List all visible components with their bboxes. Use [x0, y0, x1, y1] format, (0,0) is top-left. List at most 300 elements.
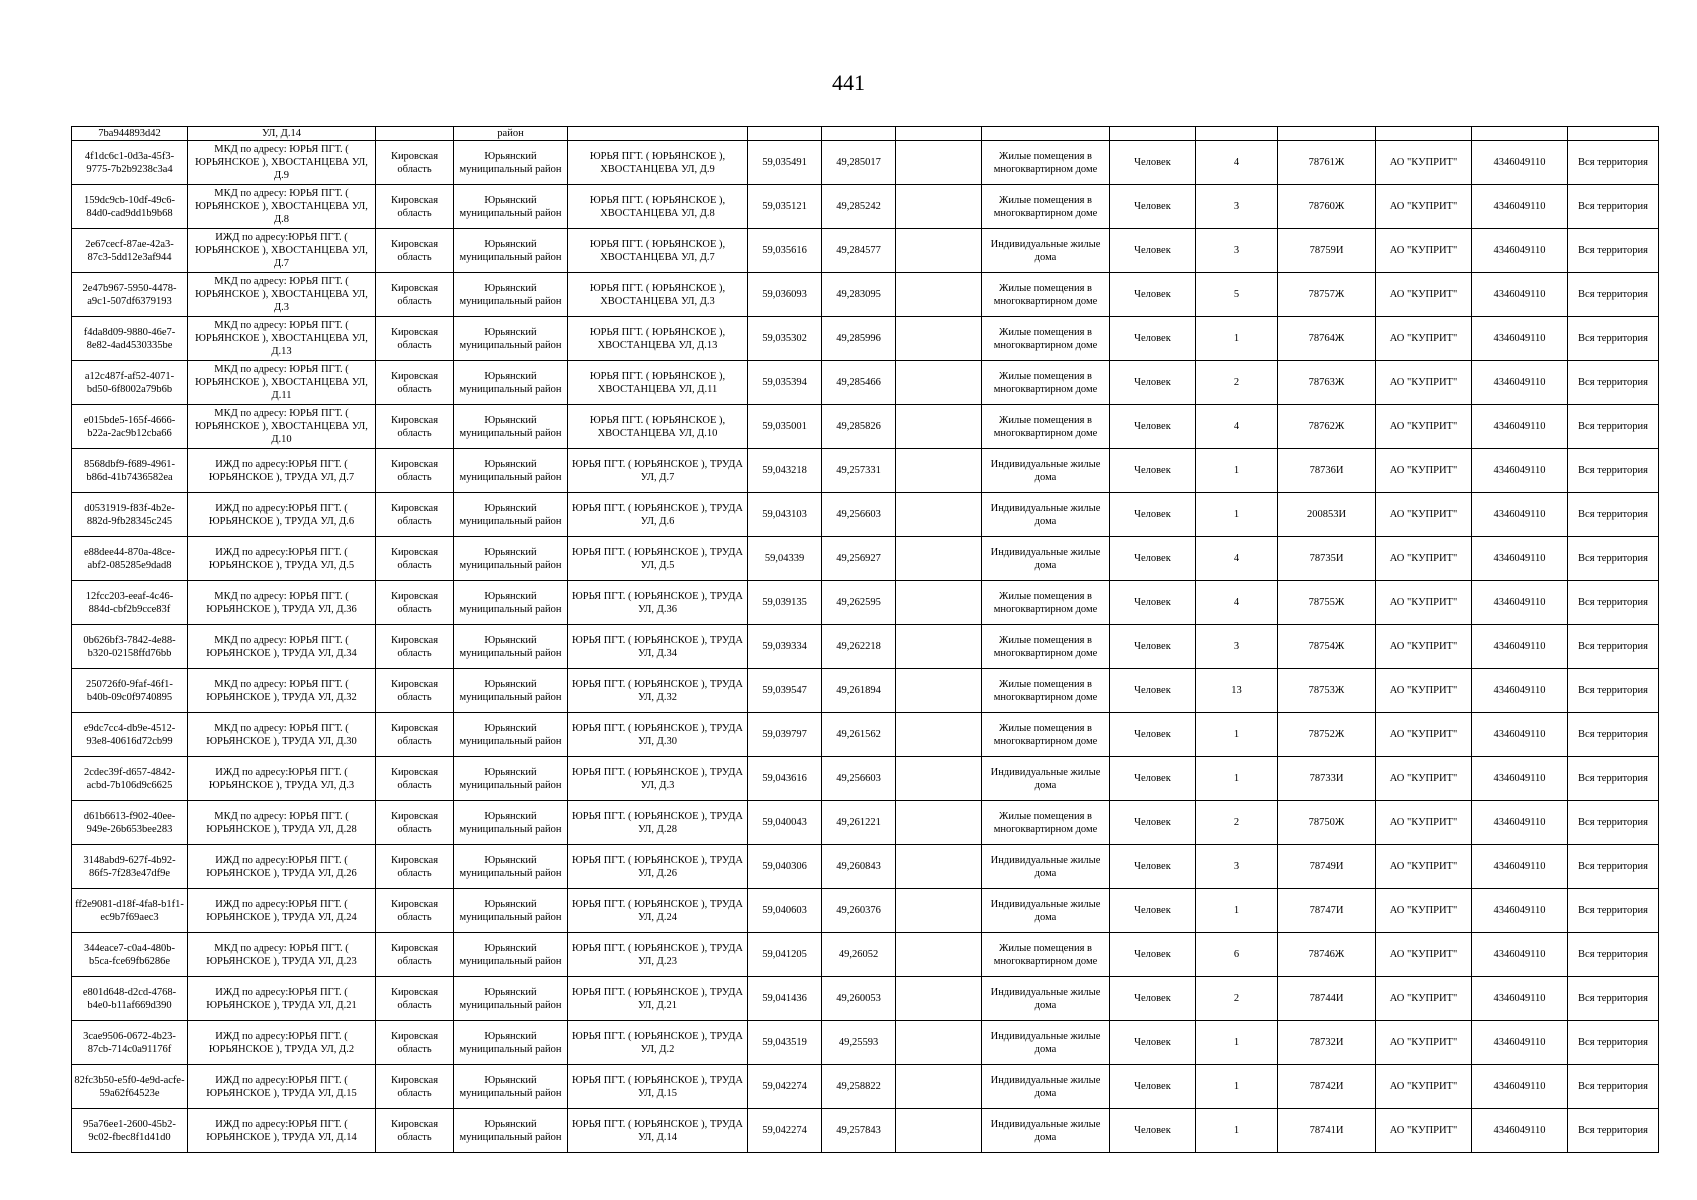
cell-extra: [896, 449, 982, 493]
table-row: [72, 1109, 1659, 1153]
cell-extra: [896, 361, 982, 405]
cell-operator: АО "КУПРИТ": [1376, 669, 1472, 713]
cell-unit: Человек: [1110, 229, 1196, 273]
cell-id: e801d648-d2cd-4768-b4e0-b11af669d390: [72, 977, 188, 1021]
cell-id: 3148abd9-627f-4b92-86f5-7f283e47df9e: [72, 845, 188, 889]
cell-lon: 49,257843: [822, 1109, 896, 1153]
cell-object: ИЖД по адресу:ЮРЬЯ ПГТ. ( ЮРЬЯНСКОЕ ), ТРУДА УЛ, Д.7: [188, 449, 376, 493]
cell-area: Вся территория: [1568, 713, 1659, 757]
cell-unit: Человек: [1110, 1021, 1196, 1065]
table-row: [72, 977, 1659, 1021]
cell-inn: 4346049110: [1472, 977, 1568, 1021]
cell-type: Жилые помещения в многоквартирном доме: [982, 801, 1110, 845]
cell-count: 4: [1196, 141, 1278, 185]
cell-extra: [896, 1065, 982, 1109]
cell-object: ИЖД по адресу:ЮРЬЯ ПГТ. ( ЮРЬЯНСКОЕ ), ТРУДА УЛ, Д.2: [188, 1021, 376, 1065]
cell-inn: 4346049110: [1472, 625, 1568, 669]
cell-unit: Человек: [1110, 713, 1196, 757]
cell-operator: АО "КУПРИТ": [1376, 581, 1472, 625]
cell-object: МКД по адресу: ЮРЬЯ ПГТ. ( ЮРЬЯНСКОЕ ), ТРУДА УЛ, Д.28: [188, 801, 376, 845]
cell-type: Жилые помещения в многоквартирном доме: [982, 669, 1110, 713]
cell-area: Вся территория: [1568, 141, 1659, 185]
cell-count: 2: [1196, 361, 1278, 405]
cell-region: Кировская область: [376, 449, 454, 493]
cell-id: 7ba944893d42: [72, 127, 188, 141]
cell-district: Юрьянский муниципальный район: [454, 801, 568, 845]
cell-object: МКД по адресу: ЮРЬЯ ПГТ. ( ЮРЬЯНСКОЕ ), ТРУДА УЛ, Д.30: [188, 713, 376, 757]
table-row: [72, 229, 1659, 273]
cell-extra: [896, 757, 982, 801]
cell-district: Юрьянский муниципальный район: [454, 273, 568, 317]
cell-extra: [896, 845, 982, 889]
cell-inn: 4346049110: [1472, 713, 1568, 757]
cell-operator: АО "КУПРИТ": [1376, 185, 1472, 229]
cell-object: МКД по адресу: ЮРЬЯ ПГТ. ( ЮРЬЯНСКОЕ ), ХВОСТАНЦЕВА УЛ, Д.11: [188, 361, 376, 405]
cell-lon: 49,261562: [822, 713, 896, 757]
cell-code: 78755Ж: [1278, 581, 1376, 625]
table-row: [72, 581, 1659, 625]
cell-id: 2cdec39f-d657-4842-acbd-7b106d9c6625: [72, 757, 188, 801]
cell-operator: АО "КУПРИТ": [1376, 141, 1472, 185]
cell-type: Жилые помещения в многоквартирном доме: [982, 581, 1110, 625]
cell-region: Кировская область: [376, 933, 454, 977]
cell-id: 0b626bf3-7842-4e88-b320-02158ffd76bb: [72, 625, 188, 669]
cell-region: Кировская область: [376, 581, 454, 625]
cell-type: [982, 127, 1110, 141]
cell-id: d0531919-f83f-4b2e-882d-9fb28345c245: [72, 493, 188, 537]
cell-lat: 59,042274: [748, 1065, 822, 1109]
cell-area: Вся территория: [1568, 845, 1659, 889]
cell-id: 3cae9506-0672-4b23-87cb-714c0a91176f: [72, 1021, 188, 1065]
cell-type: Жилые помещения в многоквартирном доме: [982, 625, 1110, 669]
cell-unit: Человек: [1110, 669, 1196, 713]
cell-inn: 4346049110: [1472, 185, 1568, 229]
cell-address: ЮРЬЯ ПГТ. ( ЮРЬЯНСКОЕ ), ТРУДА УЛ, Д.5: [568, 537, 748, 581]
cell-inn: 4346049110: [1472, 273, 1568, 317]
cell-area: Вся территория: [1568, 889, 1659, 933]
cell-object: ИЖД по адресу:ЮРЬЯ ПГТ. ( ЮРЬЯНСКОЕ ), ТРУДА УЛ, Д.14: [188, 1109, 376, 1153]
cell-unit: Человек: [1110, 757, 1196, 801]
cell-lon: 49,285826: [822, 405, 896, 449]
cell-count: 6: [1196, 933, 1278, 977]
cell-type: Жилые помещения в многоквартирном доме: [982, 185, 1110, 229]
cell-code: 78752Ж: [1278, 713, 1376, 757]
cell-lat: 59,043616: [748, 757, 822, 801]
cell-lat: 59,035616: [748, 229, 822, 273]
cell-id: d61b6613-f902-40ee-949e-26b653bee283: [72, 801, 188, 845]
cell-region: Кировская область: [376, 273, 454, 317]
table-row: [72, 625, 1659, 669]
cell-inn: 4346049110: [1472, 493, 1568, 537]
cell-operator: АО "КУПРИТ": [1376, 889, 1472, 933]
cell-area: Вся территория: [1568, 1065, 1659, 1109]
table-row: [72, 185, 1659, 229]
cell-unit: Человек: [1110, 361, 1196, 405]
cell-operator: АО "КУПРИТ": [1376, 449, 1472, 493]
cell-inn: 4346049110: [1472, 405, 1568, 449]
cell-lon: 49,262595: [822, 581, 896, 625]
cell-extra: [896, 581, 982, 625]
table-row: [72, 933, 1659, 977]
cell-district: Юрьянский муниципальный район: [454, 977, 568, 1021]
cell-region: Кировская область: [376, 1021, 454, 1065]
cell-region: Кировская область: [376, 801, 454, 845]
cell-lon: 49,285017: [822, 141, 896, 185]
cell-count: 1: [1196, 449, 1278, 493]
cell-count: 5: [1196, 273, 1278, 317]
cell-unit: Человек: [1110, 625, 1196, 669]
cell-region: Кировская область: [376, 977, 454, 1021]
cell-operator: АО "КУПРИТ": [1376, 361, 1472, 405]
cell-id: e9dc7cc4-db9e-4512-93e8-40616d72cb99: [72, 713, 188, 757]
table-row: [72, 361, 1659, 405]
cell-object: ИЖД по адресу:ЮРЬЯ ПГТ. ( ЮРЬЯНСКОЕ ), ТРУДА УЛ, Д.6: [188, 493, 376, 537]
cell-district: Юрьянский муниципальный район: [454, 229, 568, 273]
cell-object: ИЖД по адресу:ЮРЬЯ ПГТ. ( ЮРЬЯНСКОЕ ), ТРУДА УЛ, Д.24: [188, 889, 376, 933]
cell-lon: 49,261221: [822, 801, 896, 845]
cell-count: 1: [1196, 757, 1278, 801]
cell-code: 78733И: [1278, 757, 1376, 801]
cell-extra: [896, 405, 982, 449]
cell-unit: Человек: [1110, 537, 1196, 581]
cell-count: 1: [1196, 1021, 1278, 1065]
cell-object: ИЖД по адресу:ЮРЬЯ ПГТ. ( ЮРЬЯНСКОЕ ), ТРУДА УЛ, Д.21: [188, 977, 376, 1021]
cell-type: Индивидуальные жилые дома: [982, 1021, 1110, 1065]
cell-lon: 49,258822: [822, 1065, 896, 1109]
cell-type: Жилые помещения в многоквартирном доме: [982, 713, 1110, 757]
cell-area: Вся территория: [1568, 1021, 1659, 1065]
cell-object: МКД по адресу: ЮРЬЯ ПГТ. ( ЮРЬЯНСКОЕ ), ТРУДА УЛ, Д.36: [188, 581, 376, 625]
cell-address: [568, 127, 748, 141]
cell-extra: [896, 273, 982, 317]
cell-code: 78749И: [1278, 845, 1376, 889]
cell-district: Юрьянский муниципальный район: [454, 537, 568, 581]
table-row: [72, 273, 1659, 317]
cell-inn: 4346049110: [1472, 449, 1568, 493]
cell-inn: 4346049110: [1472, 889, 1568, 933]
cell-inn: 4346049110: [1472, 1021, 1568, 1065]
cell-district: Юрьянский муниципальный район: [454, 933, 568, 977]
cell-operator: АО "КУПРИТ": [1376, 537, 1472, 581]
cell-operator: АО "КУПРИТ": [1376, 1021, 1472, 1065]
cell-address: ЮРЬЯ ПГТ. ( ЮРЬЯНСКОЕ ), ТРУДА УЛ, Д.23: [568, 933, 748, 977]
cell-count: [1196, 127, 1278, 141]
cell-extra: [896, 127, 982, 141]
cell-address: ЮРЬЯ ПГТ. ( ЮРЬЯНСКОЕ ), ТРУДА УЛ, Д.32: [568, 669, 748, 713]
cell-lat: 59,041436: [748, 977, 822, 1021]
cell-district: Юрьянский муниципальный район: [454, 713, 568, 757]
cell-lon: 49,262218: [822, 625, 896, 669]
cell-extra: [896, 625, 982, 669]
cell-area: Вся территория: [1568, 317, 1659, 361]
cell-type: Индивидуальные жилые дома: [982, 493, 1110, 537]
cell-address: ЮРЬЯ ПГТ. ( ЮРЬЯНСКОЕ ), ТРУДА УЛ, Д.24: [568, 889, 748, 933]
cell-id: e88dee44-870a-48ce-abf2-085285e9dad8: [72, 537, 188, 581]
cell-lon: 49,257331: [822, 449, 896, 493]
page-number: 441: [832, 70, 865, 95]
cell-operator: АО "КУПРИТ": [1376, 493, 1472, 537]
cell-address: ЮРЬЯ ПГТ. ( ЮРЬЯНСКОЕ ), ТРУДА УЛ, Д.2: [568, 1021, 748, 1065]
cell-extra: [896, 185, 982, 229]
cell-lat: 59,043519: [748, 1021, 822, 1065]
cell-object: МКД по адресу: ЮРЬЯ ПГТ. ( ЮРЬЯНСКОЕ ), ХВОСТАНЦЕВА УЛ, Д.3: [188, 273, 376, 317]
cell-region: Кировская область: [376, 493, 454, 537]
table-row: [72, 757, 1659, 801]
cell-operator: АО "КУПРИТ": [1376, 801, 1472, 845]
cell-id: 82fc3b50-e5f0-4e9d-acfe-59a62f64523e: [72, 1065, 188, 1109]
cell-region: Кировская область: [376, 317, 454, 361]
cell-unit: Человек: [1110, 493, 1196, 537]
cell-address: ЮРЬЯ ПГТ. ( ЮРЬЯНСКОЕ ), ХВОСТАНЦЕВА УЛ, Д.8: [568, 185, 748, 229]
cell-address: ЮРЬЯ ПГТ. ( ЮРЬЯНСКОЕ ), ТРУДА УЛ, Д.30: [568, 713, 748, 757]
cell-inn: 4346049110: [1472, 317, 1568, 361]
cell-code: 78741И: [1278, 1109, 1376, 1153]
cell-unit: Человек: [1110, 449, 1196, 493]
cell-type: Индивидуальные жилые дома: [982, 845, 1110, 889]
cell-address: ЮРЬЯ ПГТ. ( ЮРЬЯНСКОЕ ), ТРУДА УЛ, Д.14: [568, 1109, 748, 1153]
cell-region: Кировская область: [376, 713, 454, 757]
cell-operator: АО "КУПРИТ": [1376, 273, 1472, 317]
cell-district: район: [454, 127, 568, 141]
cell-type: Жилые помещения в многоквартирном доме: [982, 317, 1110, 361]
cell-object: ИЖД по адресу:ЮРЬЯ ПГТ. ( ЮРЬЯНСКОЕ ), ТРУДА УЛ, Д.5: [188, 537, 376, 581]
cell-id: ff2e9081-d18f-4fa8-b1f1-ec9b7f69aec3: [72, 889, 188, 933]
cell-district: Юрьянский муниципальный район: [454, 361, 568, 405]
cell-region: Кировская область: [376, 625, 454, 669]
cell-district: Юрьянский муниципальный район: [454, 845, 568, 889]
cell-area: Вся территория: [1568, 493, 1659, 537]
cell-object: МКД по адресу: ЮРЬЯ ПГТ. ( ЮРЬЯНСКОЕ ), ХВОСТАНЦЕВА УЛ, Д.9: [188, 141, 376, 185]
cell-lon: 49,260053: [822, 977, 896, 1021]
table-row: [72, 141, 1659, 185]
cell-region: Кировская область: [376, 229, 454, 273]
table-row: [72, 449, 1659, 493]
cell-code: 78759И: [1278, 229, 1376, 273]
cell-district: Юрьянский муниципальный район: [454, 625, 568, 669]
cell-address: ЮРЬЯ ПГТ. ( ЮРЬЯНСКОЕ ), ТРУДА УЛ, Д.26: [568, 845, 748, 889]
cell-code: 78742И: [1278, 1065, 1376, 1109]
cell-inn: 4346049110: [1472, 845, 1568, 889]
cell-area: Вся территория: [1568, 229, 1659, 273]
cell-unit: Человек: [1110, 273, 1196, 317]
cell-address: ЮРЬЯ ПГТ. ( ЮРЬЯНСКОЕ ), ТРУДА УЛ, Д.15: [568, 1065, 748, 1109]
cell-lat: 59,035302: [748, 317, 822, 361]
cell-lon: 49,256603: [822, 757, 896, 801]
cell-type: Индивидуальные жилые дома: [982, 757, 1110, 801]
cell-address: ЮРЬЯ ПГТ. ( ЮРЬЯНСКОЕ ), ХВОСТАНЦЕВА УЛ, Д.13: [568, 317, 748, 361]
cell-inn: 4346049110: [1472, 581, 1568, 625]
cell-district: Юрьянский муниципальный район: [454, 185, 568, 229]
cell-count: 2: [1196, 977, 1278, 1021]
table-row: [72, 317, 1659, 361]
cell-type: Жилые помещения в многоквартирном доме: [982, 405, 1110, 449]
cell-address: ЮРЬЯ ПГТ. ( ЮРЬЯНСКОЕ ), ТРУДА УЛ, Д.21: [568, 977, 748, 1021]
cell-area: Вся территория: [1568, 449, 1659, 493]
cell-id: a12c487f-af52-4071-bd50-6f8002a79b6b: [72, 361, 188, 405]
cell-address: ЮРЬЯ ПГТ. ( ЮРЬЯНСКОЕ ), ХВОСТАНЦЕВА УЛ, Д.9: [568, 141, 748, 185]
cell-id: 8568dbf9-f689-4961-b86d-41b7436582ea: [72, 449, 188, 493]
cell-inn: 4346049110: [1472, 669, 1568, 713]
cell-lat: 59,039547: [748, 669, 822, 713]
cell-area: Вся территория: [1568, 185, 1659, 229]
cell-lat: 59,04339: [748, 537, 822, 581]
cell-extra: [896, 493, 982, 537]
cell-unit: Человек: [1110, 141, 1196, 185]
cell-district: Юрьянский муниципальный район: [454, 889, 568, 933]
cell-lat: 59,040306: [748, 845, 822, 889]
cell-code: 78764Ж: [1278, 317, 1376, 361]
cell-id: 95a76ee1-2600-45b2-9c02-fbec8f1d41d0: [72, 1109, 188, 1153]
table-row: [72, 801, 1659, 845]
table-row: [72, 669, 1659, 713]
cell-object: МКД по адресу: ЮРЬЯ ПГТ. ( ЮРЬЯНСКОЕ ), ХВОСТАНЦЕВА УЛ, Д.13: [188, 317, 376, 361]
table-row: [72, 889, 1659, 933]
cell-operator: АО "КУПРИТ": [1376, 405, 1472, 449]
cell-district: Юрьянский муниципальный район: [454, 581, 568, 625]
cell-extra: [896, 141, 982, 185]
cell-id: 2e47b967-5950-4478-a9c1-507df6379193: [72, 273, 188, 317]
cell-lon: 49,284577: [822, 229, 896, 273]
cell-count: 1: [1196, 317, 1278, 361]
table-row-partial: [72, 127, 1659, 141]
cell-district: Юрьянский муниципальный район: [454, 1109, 568, 1153]
cell-region: Кировская область: [376, 537, 454, 581]
cell-region: Кировская область: [376, 845, 454, 889]
cell-inn: 4346049110: [1472, 1109, 1568, 1153]
cell-unit: Человек: [1110, 317, 1196, 361]
registry-table: [71, 126, 1659, 1153]
cell-operator: АО "КУПРИТ": [1376, 845, 1472, 889]
cell-object: УЛ, Д.14: [188, 127, 376, 141]
cell-id: 344eace7-c0a4-480b-b5ca-fce69fb6286e: [72, 933, 188, 977]
cell-unit: Человек: [1110, 845, 1196, 889]
cell-unit: Человек: [1110, 1109, 1196, 1153]
table-row: [72, 1021, 1659, 1065]
cell-lon: 49,256927: [822, 537, 896, 581]
cell-unit: [1110, 127, 1196, 141]
cell-extra: [896, 317, 982, 361]
cell-type: Индивидуальные жилые дома: [982, 1109, 1110, 1153]
cell-lon: 49,283095: [822, 273, 896, 317]
cell-address: ЮРЬЯ ПГТ. ( ЮРЬЯНСКОЕ ), ТРУДА УЛ, Д.28: [568, 801, 748, 845]
cell-lat: 59,039135: [748, 581, 822, 625]
table-row: [72, 405, 1659, 449]
cell-district: Юрьянский муниципальный район: [454, 449, 568, 493]
cell-area: Вся территория: [1568, 625, 1659, 669]
cell-extra: [896, 1109, 982, 1153]
cell-lat: 59,041205: [748, 933, 822, 977]
cell-area: Вся территория: [1568, 801, 1659, 845]
cell-count: 3: [1196, 845, 1278, 889]
cell-inn: 4346049110: [1472, 1065, 1568, 1109]
cell-count: 3: [1196, 229, 1278, 273]
cell-count: 1: [1196, 889, 1278, 933]
cell-code: 78762Ж: [1278, 405, 1376, 449]
cell-count: 4: [1196, 405, 1278, 449]
cell-extra: [896, 669, 982, 713]
cell-inn: 4346049110: [1472, 757, 1568, 801]
cell-area: Вся территория: [1568, 361, 1659, 405]
cell-type: Индивидуальные жилые дома: [982, 1065, 1110, 1109]
cell-inn: 4346049110: [1472, 141, 1568, 185]
cell-lat: 59,035121: [748, 185, 822, 229]
table-row: [72, 713, 1659, 757]
cell-extra: [896, 229, 982, 273]
cell-extra: [896, 713, 982, 757]
cell-region: Кировская область: [376, 361, 454, 405]
cell-object: ИЖД по адресу:ЮРЬЯ ПГТ. ( ЮРЬЯНСКОЕ ), ТРУДА УЛ, Д.3: [188, 757, 376, 801]
cell-count: 3: [1196, 625, 1278, 669]
cell-extra: [896, 801, 982, 845]
cell-district: Юрьянский муниципальный район: [454, 757, 568, 801]
cell-extra: [896, 933, 982, 977]
cell-address: ЮРЬЯ ПГТ. ( ЮРЬЯНСКОЕ ), ХВОСТАНЦЕВА УЛ, Д.10: [568, 405, 748, 449]
cell-inn: 4346049110: [1472, 361, 1568, 405]
cell-id: f4da8d09-9880-46e7-8e82-4ad4530335be: [72, 317, 188, 361]
cell-region: Кировская область: [376, 185, 454, 229]
cell-count: 2: [1196, 801, 1278, 845]
cell-count: 3: [1196, 185, 1278, 229]
cell-type: Жилые помещения в многоквартирном доме: [982, 361, 1110, 405]
cell-inn: 4346049110: [1472, 537, 1568, 581]
cell-code: 78744И: [1278, 977, 1376, 1021]
cell-address: ЮРЬЯ ПГТ. ( ЮРЬЯНСКОЕ ), ТРУДА УЛ, Д.7: [568, 449, 748, 493]
cell-object: МКД по адресу: ЮРЬЯ ПГТ. ( ЮРЬЯНСКОЕ ), ХВОСТАНЦЕВА УЛ, Д.10: [188, 405, 376, 449]
cell-object: ИЖД по адресу:ЮРЬЯ ПГТ. ( ЮРЬЯНСКОЕ ), ТРУДА УЛ, Д.15: [188, 1065, 376, 1109]
cell-code: 78760Ж: [1278, 185, 1376, 229]
cell-region: Кировская область: [376, 1065, 454, 1109]
cell-id: 250726f0-9faf-46f1-b40b-09c0f9740895: [72, 669, 188, 713]
cell-region: Кировская область: [376, 757, 454, 801]
cell-area: Вся территория: [1568, 977, 1659, 1021]
cell-code: 78754Ж: [1278, 625, 1376, 669]
cell-lat: 59,035394: [748, 361, 822, 405]
table-row: [72, 493, 1659, 537]
cell-type: Индивидуальные жилые дома: [982, 229, 1110, 273]
cell-district: Юрьянский муниципальный район: [454, 141, 568, 185]
cell-area: Вся территория: [1568, 581, 1659, 625]
table-row: [72, 537, 1659, 581]
cell-area: Вся территория: [1568, 273, 1659, 317]
cell-type: Жилые помещения в многоквартирном доме: [982, 273, 1110, 317]
cell-district: Юрьянский муниципальный район: [454, 669, 568, 713]
cell-object: МКД по адресу: ЮРЬЯ ПГТ. ( ЮРЬЯНСКОЕ ), ХВОСТАНЦЕВА УЛ, Д.8: [188, 185, 376, 229]
cell-type: Индивидуальные жилые дома: [982, 977, 1110, 1021]
cell-code: 78753Ж: [1278, 669, 1376, 713]
cell-object: МКД по адресу: ЮРЬЯ ПГТ. ( ЮРЬЯНСКОЕ ), ТРУДА УЛ, Д.32: [188, 669, 376, 713]
cell-address: ЮРЬЯ ПГТ. ( ЮРЬЯНСКОЕ ), ХВОСТАНЦЕВА УЛ, Д.3: [568, 273, 748, 317]
cell-lat: [748, 127, 822, 141]
cell-code: [1278, 127, 1376, 141]
cell-lat: 59,035491: [748, 141, 822, 185]
cell-lat: 59,039797: [748, 713, 822, 757]
cell-region: Кировская область: [376, 1109, 454, 1153]
cell-object: ИЖД по адресу:ЮРЬЯ ПГТ. ( ЮРЬЯНСКОЕ ), ХВОСТАНЦЕВА УЛ, Д.7: [188, 229, 376, 273]
cell-code: 78757Ж: [1278, 273, 1376, 317]
cell-id: 2e67cecf-87ae-42a3-87c3-5dd12e3af944: [72, 229, 188, 273]
cell-lon: 49,26052: [822, 933, 896, 977]
cell-area: Вся территория: [1568, 669, 1659, 713]
cell-lon: 49,260843: [822, 845, 896, 889]
cell-code: 78747И: [1278, 889, 1376, 933]
cell-district: Юрьянский муниципальный район: [454, 1021, 568, 1065]
cell-unit: Человек: [1110, 889, 1196, 933]
cell-operator: АО "КУПРИТ": [1376, 229, 1472, 273]
cell-extra: [896, 977, 982, 1021]
cell-code: 78763Ж: [1278, 361, 1376, 405]
cell-region: Кировская область: [376, 889, 454, 933]
cell-lon: 49,256603: [822, 493, 896, 537]
